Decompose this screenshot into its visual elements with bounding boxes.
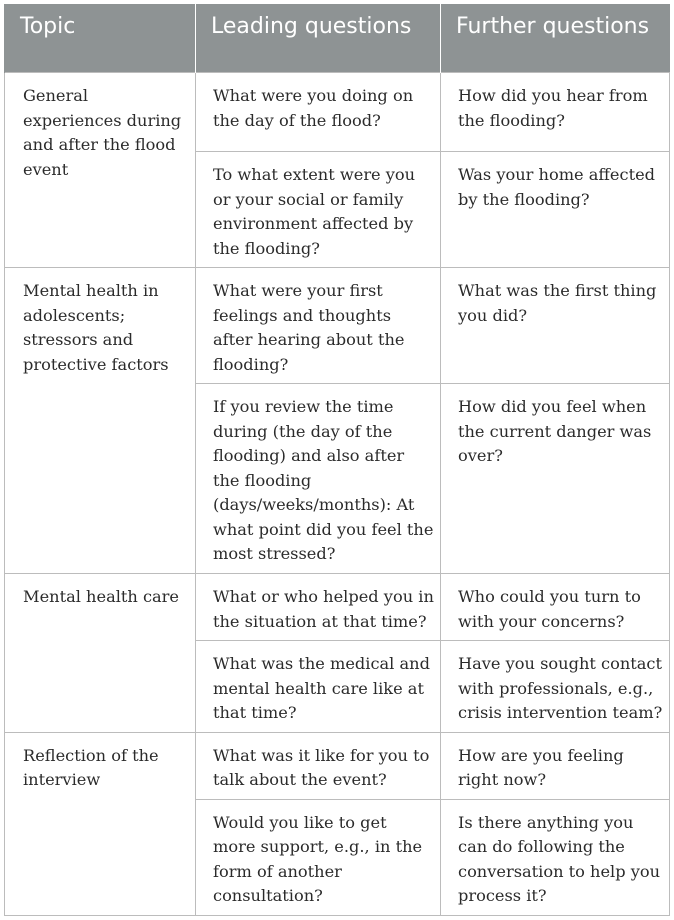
leading-question-cell: What were your first feelings and thoughts after hearing about the flooding?: [196, 268, 441, 384]
further-question-cell: Have you sought contact with professionals, e.g., crisis intervention team?: [441, 641, 670, 733]
header-leading-questions: Leading questions: [196, 4, 441, 73]
leading-question-cell: To what extent were you or your social or family environment affected by the flooding?: [196, 152, 441, 268]
header-further-questions: Further questions: [441, 4, 670, 73]
table-row: [5, 732, 670, 799]
topic-cell: Mental health in adolescents; stressors and protective factors: [5, 268, 196, 574]
questions-table: [4, 4, 670, 916]
leading-question-cell: What or who helped you in the situation at that time?: [196, 574, 441, 641]
table-row: [5, 574, 670, 641]
table-row: [5, 73, 670, 152]
leading-question-cell: What was it like for you to talk about the event?: [196, 732, 441, 799]
further-question-cell: How did you feel when the current danger was over?: [441, 384, 670, 574]
leading-question-cell: Would you like to get more support, e.g., in the form of another consultation?: [196, 799, 441, 915]
header-row: [5, 4, 670, 73]
further-question-cell: How did you hear from the flooding?: [441, 73, 670, 152]
further-question-cell: What was the first thing you did?: [441, 268, 670, 384]
leading-question-cell: What were you doing on the day of the flood?: [196, 73, 441, 152]
leading-question-cell: What was the medical and mental health care like at that time?: [196, 641, 441, 733]
leading-question-cell: If you review the time during (the day of the flooding) and also after the flooding (days/weeks/months): At what point did you feel the most stressed?: [196, 384, 441, 574]
topic-cell: Reflection of the interview: [5, 732, 196, 915]
further-question-cell: Is there anything you can do following the conversation to help you process it?: [441, 799, 670, 915]
table-row: [5, 268, 670, 384]
topic-cell: Mental health care: [5, 574, 196, 733]
further-question-cell: Was your home affected by the flooding?: [441, 152, 670, 268]
header-topic: Topic: [5, 4, 196, 73]
further-question-cell: Who could you turn to with your concerns?: [441, 574, 670, 641]
topic-cell: General experiences during and after the flood event: [5, 73, 196, 268]
further-question-cell: How are you feeling right now?: [441, 732, 670, 799]
